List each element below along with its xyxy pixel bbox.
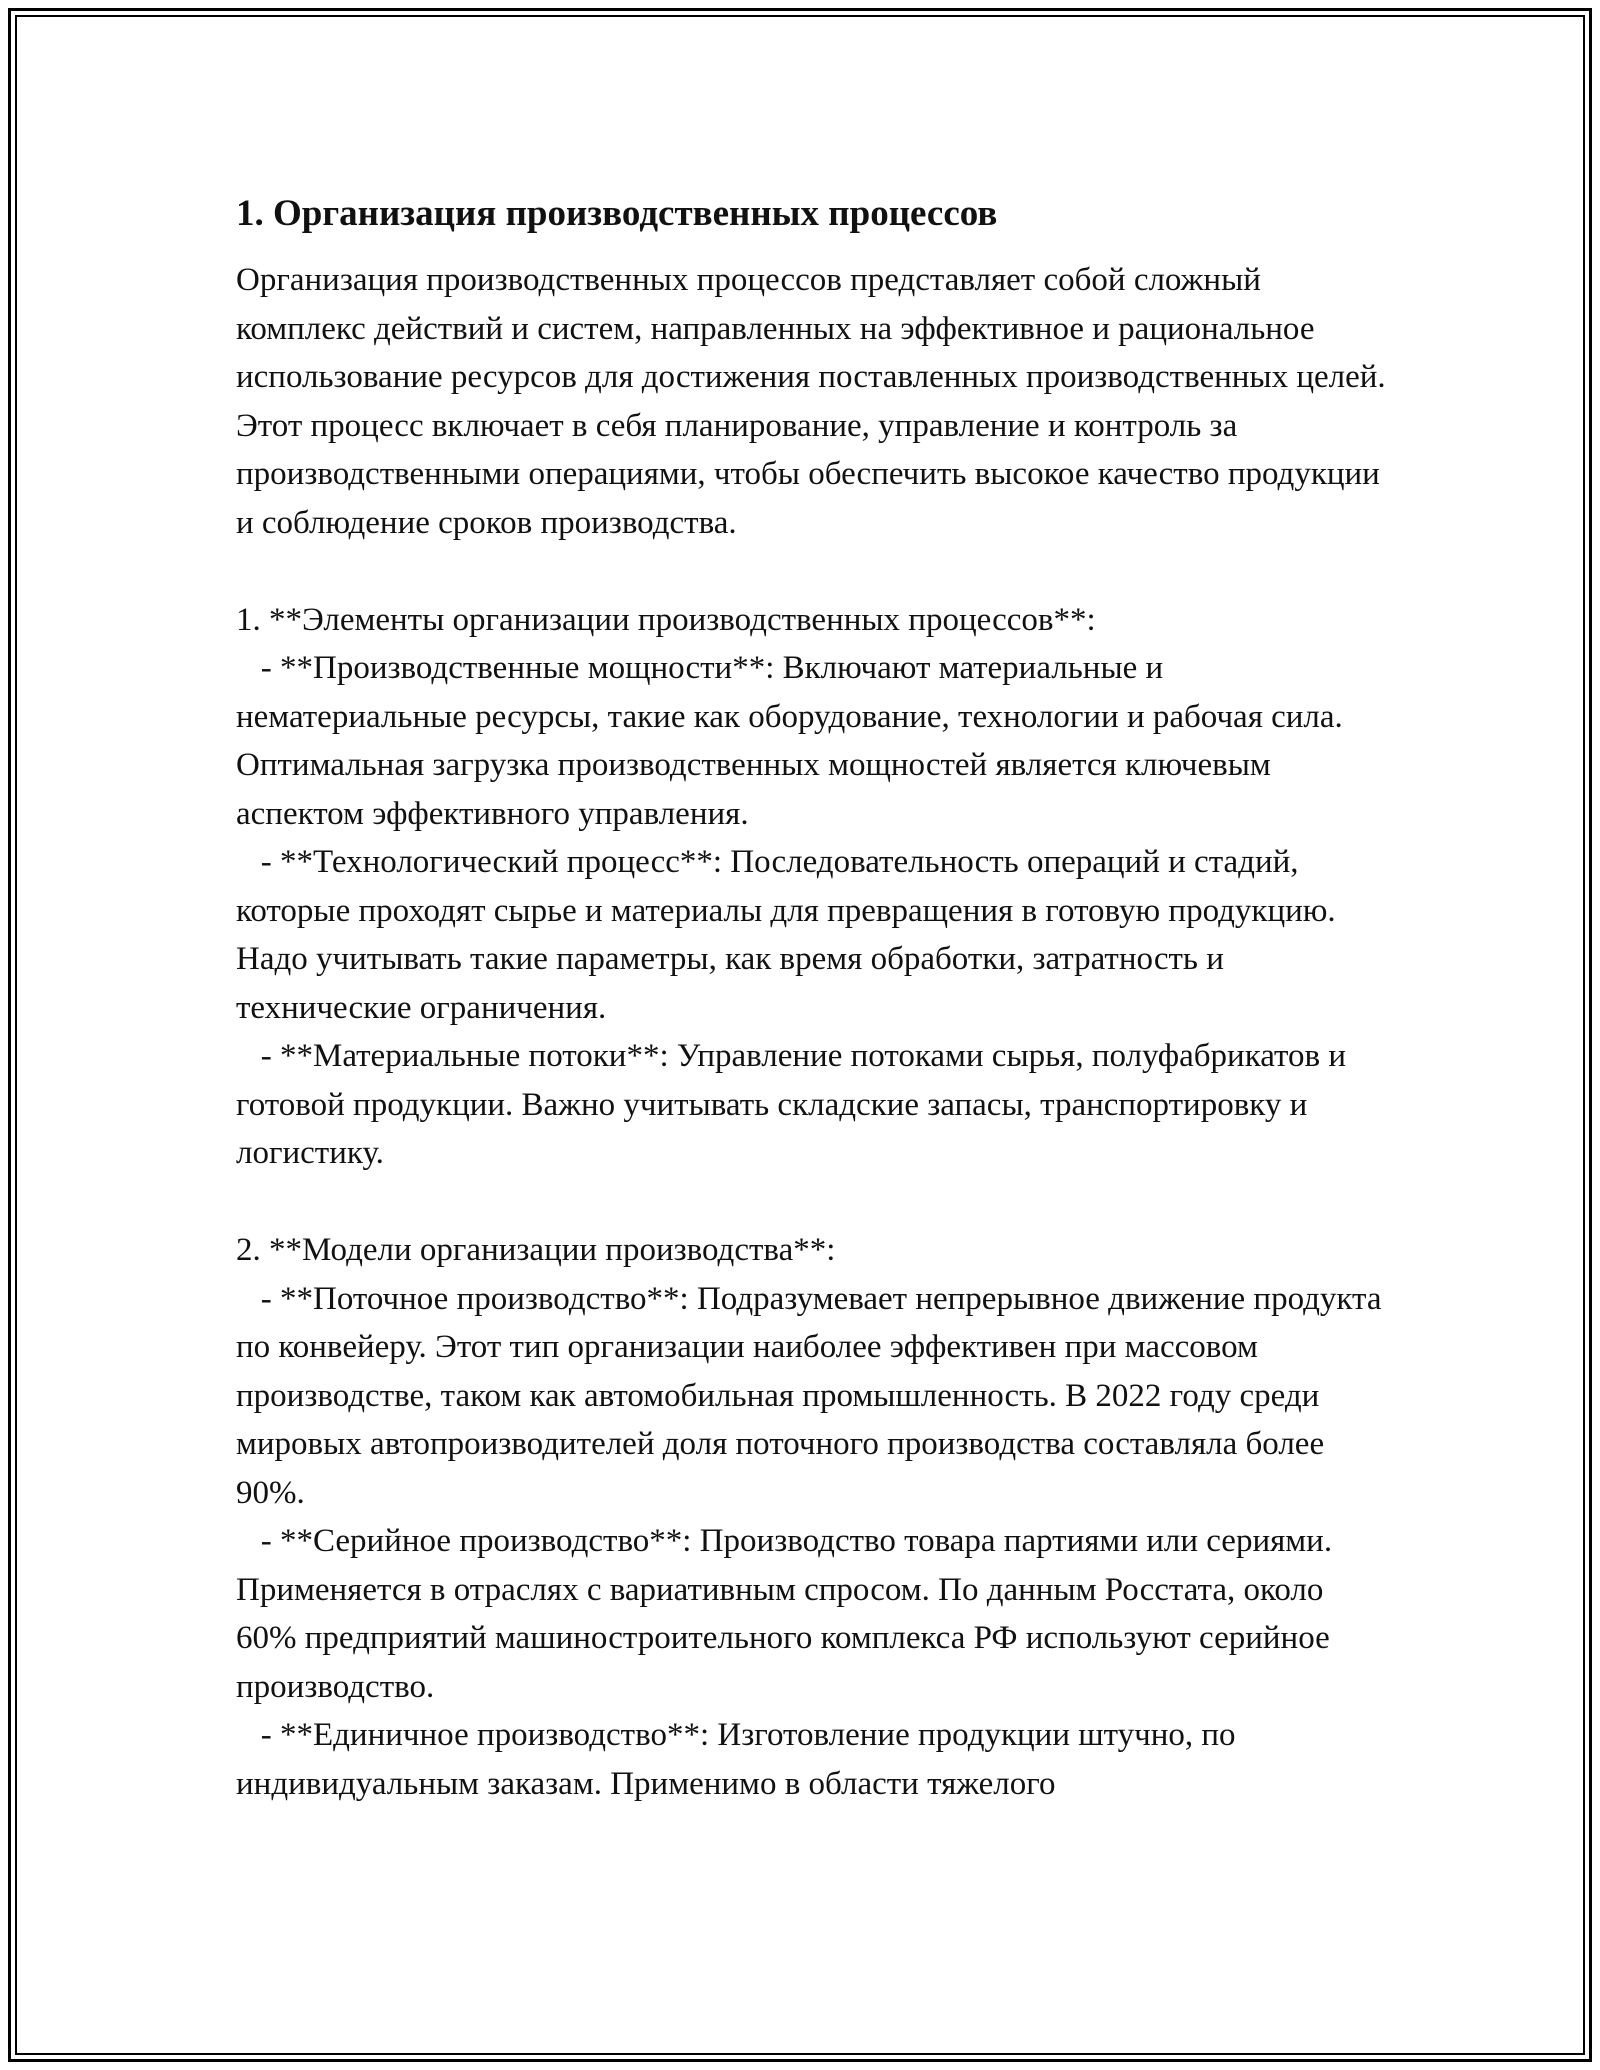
list-item [236,1032,1386,1178]
list-item-text: - **Поточное производство**: Подразумевает непрерывное движение продукта по конвейеру. Этот тип организации наиболее эффективен при массовом производстве, таком как автомобильная промышленность. В 2022 году среди мировых автопроизводителей доля поточного производства составляла более 90%. [236,1280,1382,1511]
list-item [236,644,1386,838]
list-item [236,1517,1386,1711]
document-body [236,186,1386,1808]
list-item [236,1711,1386,1808]
list-item [236,838,1386,1032]
list-item-text: - **Производственные мощности**: Включают материальные и нематериальные ресурсы, такие как оборудование, технологии и рабочая сила. Оптимальная загрузка производственных мощностей является ключевым аспектом эффективного управления. [236,650,1343,832]
section-title: 1. **Элементы организации производственных процессов**: [236,601,1096,638]
list-item-text: - **Единичное производство**: Изготовление продукции штучно, по индивидуальным заказам. Применимо в области тяжелого [236,1717,1236,1802]
intro-paragraph: Организация производственных процессов представляет собой сложный комплекс действий и систем, направленных на эффективное и рациональное использование ресурсов для достижения поставленных производственных целей. Этот процесс включает в себя планирование, управление и контроль за производственными операциями, чтобы обеспечить высокое качество продукции и соблюдение сроков производства. [236,262,1386,541]
list-item-text: - **Серийное производство**: Производство товара партиями или сериями. Применяется в отраслях с вариативным спросом. По данным Росстата, около 60% предприятий машиностроительного комплекса РФ используют серийное производство. [236,1523,1333,1705]
list-item-text: - **Технологический процесс**: Последовательность операций и стадий, которые проходят сырье и материалы для превращения в готовую продукцию. Надо учитывать такие параметры, как время обработки, затратность и технические ограничения. [236,844,1336,1026]
section-heading: 1. Организация производственных процессов [236,193,998,234]
section-models [236,1226,1386,1808]
section-title: 2. **Модели организации производства**: [236,1232,836,1268]
list-item [236,1275,1386,1518]
list-item-text: - **Материальные потоки**: Управление потоками сырья, полуфабрикатов и готовой продукции. Важно учитывать складские запасы, транспортировку и логистику. [236,1038,1346,1171]
section-elements [236,596,1386,1178]
